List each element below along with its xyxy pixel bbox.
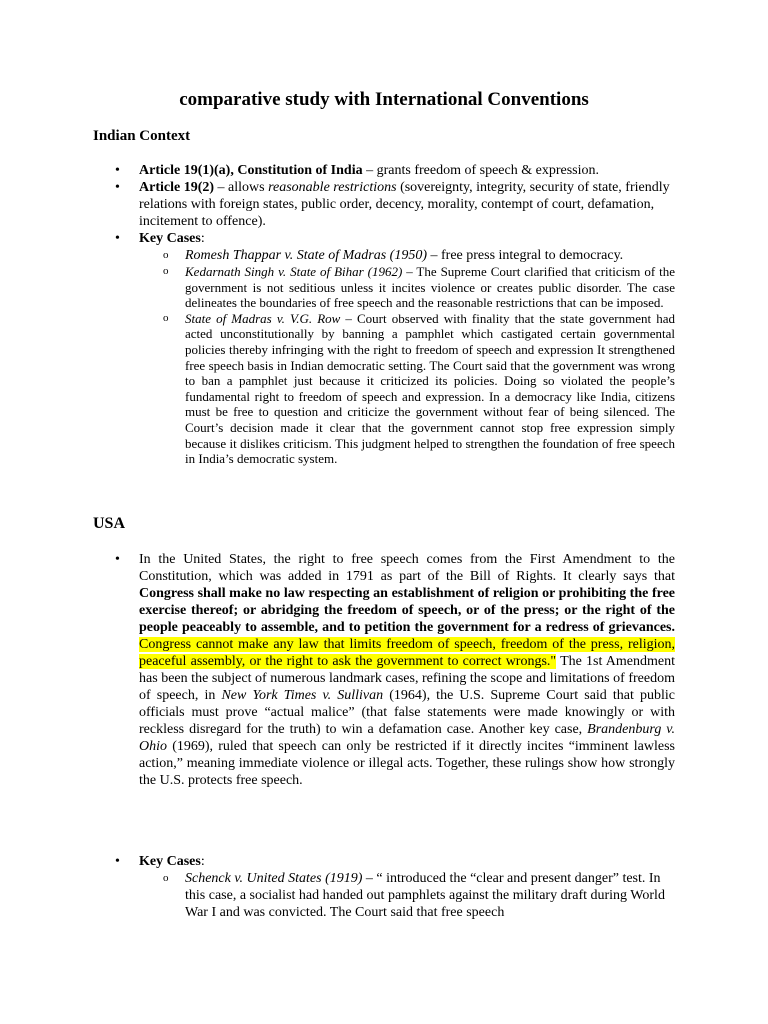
case-text: – The Supreme Court clarified that criticism of the government is not seditious unless it incites violence or creates public disorder. The case delineates the boundaries of free speech and the reasonable restrictions that can be imposed. bbox=[185, 264, 676, 311]
sub-bullet-glyph: o bbox=[163, 311, 169, 324]
key-cases-colon: : bbox=[200, 231, 205, 246]
case-text: – free press integral to democracy. bbox=[427, 248, 624, 263]
usa-heading: USA bbox=[93, 515, 126, 532]
case-item-vg-row bbox=[139, 311, 675, 467]
case-text: – “ introduced the “clear and present danger” test. In this case, a socialist had handed out pamphlets against the military draft during World War I and was convicted. The Court said that free speech bbox=[185, 871, 665, 920]
article-19-1-a-title: Article 19(1)(a), Constitution of India bbox=[139, 163, 363, 178]
list-item-key-cases-usa bbox=[93, 853, 675, 921]
key-cases-label: Key Cases bbox=[139, 854, 201, 869]
bullet-glyph: • bbox=[115, 163, 120, 178]
case-name-nyt-sullivan: New York Times v. Sullivan bbox=[221, 688, 384, 703]
list-item-article-19-2 bbox=[93, 179, 675, 230]
document-title: comparative study with International Conventions bbox=[179, 89, 589, 110]
list-item-first-amendment bbox=[93, 551, 675, 789]
case-name: Schenck v. United States (1919) bbox=[185, 871, 363, 886]
article-19-2-pre: – allows bbox=[214, 180, 269, 195]
key-cases-colon: : bbox=[200, 854, 205, 869]
usa-cases-sublist bbox=[139, 870, 675, 921]
first-amendment-quote: Congress shall make no law respecting an establishment of religion or prohibiting the free exercise thereof; or abridging the freedom of speech, or of the press; or the right of the people peaceably to assemble, and to petition the government for a redress of grievances bbox=[139, 586, 675, 635]
first-amendment-quote-end: . bbox=[671, 620, 675, 635]
article-19-1-a-text: – grants freedom of speech & expression. bbox=[362, 163, 599, 178]
brandenburg-text: (1969), ruled that speech can only be restricted if it directly incites “imminent lawless action,” meaning immediate violence or illegal acts. Together, these rulings show how strongly the U.S. protects free speech. bbox=[139, 739, 675, 788]
case-item-romesh-thappar bbox=[139, 247, 675, 264]
sub-bullet-glyph: o bbox=[163, 872, 169, 884]
bullet-glyph: • bbox=[115, 231, 120, 246]
usa-key-cases-list bbox=[93, 853, 675, 921]
case-name: Romesh Thappar v. State of Madras (1950) bbox=[185, 248, 427, 263]
case-item-schenck bbox=[139, 870, 675, 921]
article-19-2-post: (sovereignty, integrity, security of state, friendly relations with foreign states, public order, decency, morality, contempt of court, defamation, incitement to offence). bbox=[139, 180, 670, 229]
article-19-2-title: Article 19(2) bbox=[139, 180, 215, 195]
bullet-glyph: • bbox=[115, 854, 120, 869]
list-item-key-cases-india bbox=[93, 230, 675, 467]
indian-context-list bbox=[93, 162, 675, 467]
usa-intro-text: In the United States, the right to free speech comes from the First Amendment to the Constitution, which was added in 1791 as part of the Bill of Rights. It clearly says that bbox=[139, 552, 675, 584]
case-name-brandenburg: Brandenburg v. Ohio bbox=[139, 722, 675, 754]
usa-landmark-text: The 1st Amendment has been the subject of numerous landmark cases, refining the scope and limitations of freedom of speech, in bbox=[139, 654, 676, 703]
sub-bullet-glyph: o bbox=[163, 265, 169, 277]
sub-bullet-glyph: o bbox=[163, 249, 169, 261]
nyt-sullivan-text: (1964), the U.S. Supreme Court said that public officials must prove “actual malice” (that false statements were made knowingly or with reckless disregard for the truth) to win a defamation case. Another key case, bbox=[139, 688, 675, 737]
indian-context-heading: Indian Context bbox=[93, 128, 191, 144]
bullet-glyph: • bbox=[115, 552, 120, 567]
india-cases-sublist bbox=[139, 247, 675, 467]
list-item-article-19-1-a bbox=[93, 162, 675, 179]
article-19-2-italic: reasonable restrictions bbox=[268, 180, 397, 195]
case-text: – Court observed with finality that the state government had acted unconstitutionally by banning a pamphlet which castigated certain governmental policies thereby infringing with the right to freedom of speech and expression It strengthened free speech basis in Indian democratic setting. The Court said that the government was wrong to ban a pamphlet just because it criticized its policies. Doing so violated the people’s fundamental right to freedom of speech and expression. In a democracy like India, citizens must be free to question and criticize the government without fear of being silenced. The Court’s decision made it clear that the government cannot stop free expression simply because it dislikes criticism. This judgment helped to strengthen the foundation of free speech in India’s democratic system. bbox=[185, 310, 675, 467]
usa-list bbox=[93, 551, 675, 789]
key-cases-label: Key Cases bbox=[139, 231, 201, 246]
bullet-glyph: • bbox=[115, 180, 120, 195]
case-name: Kedarnath Singh v. State of Bihar (1962) bbox=[185, 264, 403, 279]
case-item-kedarnath-singh bbox=[139, 264, 675, 311]
highlighted-summary: Congress cannot make any law that limits freedom of speech, freedom of the press, religion, peaceful assembly, or the right to ask the government to correct wrongs." bbox=[139, 637, 675, 669]
case-name: State of Madras v. V.G. Row bbox=[185, 310, 341, 326]
